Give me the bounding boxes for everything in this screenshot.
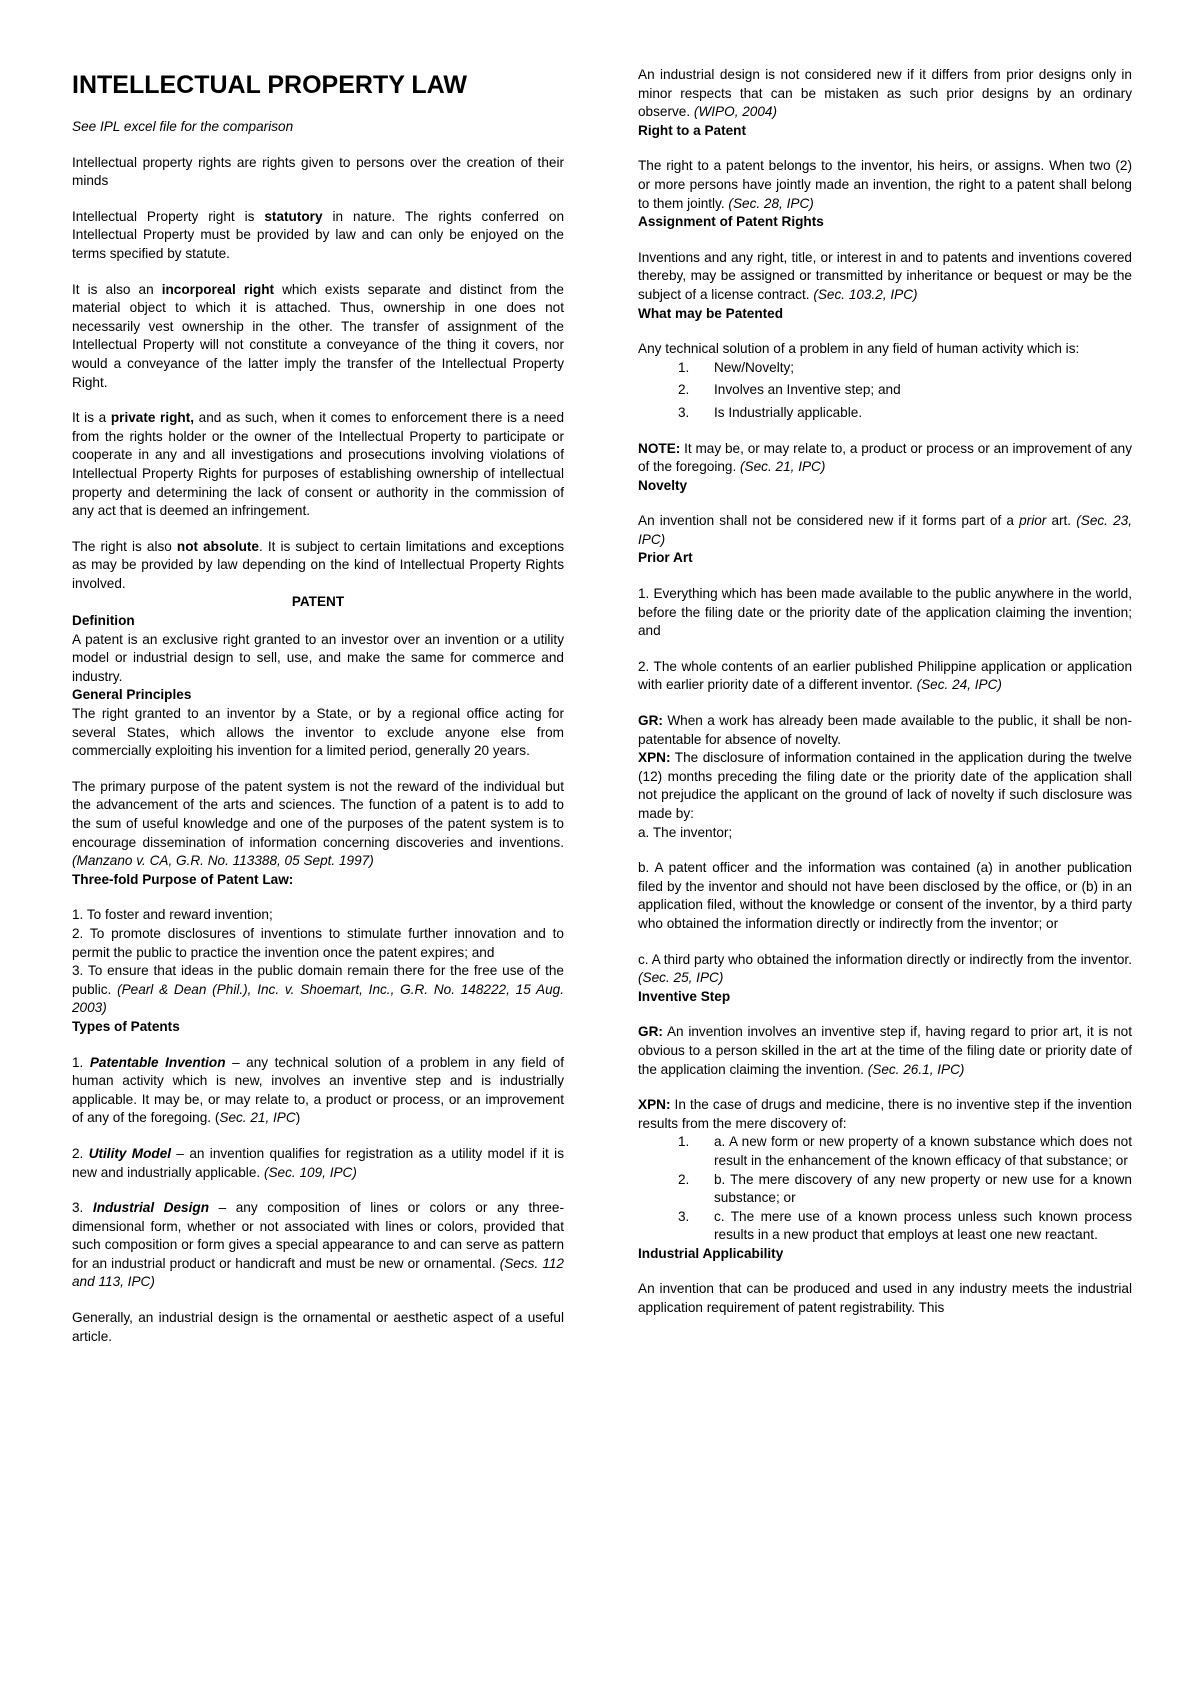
paragraph-incorporeal: It is also an incorporeal right which exists separate and distinct from the material object to which it is attached. Thus, ownership in one does not necessarily vest ownership in the other. The transfer of assignment of the Intellectual Property will not constitute a conveyance of the thing it covers, nor would a conveyance of the latter imply the transfer of the Intellectual Property Right. <box>72 281 564 390</box>
exception-item-b: b. A patent officer and the information was contained (a) in another publication filed by the inventor and should not have been disclosed by the office, or (b) in an application filed, without the knowledge or consent of the inventor, by a third party who obtained the information directly or indirectly from the inventor; or <box>638 860 1132 931</box>
paragraph-industrial-design-new: An industrial design is not considered new if it differs from prior designs only in minor respects that can be mistaken as such prior designs by an ordinary observe. (WIPO, 2004) <box>638 67 1132 120</box>
heading-prior-art: Prior Art <box>638 550 693 566</box>
type-utility-model: 2. Utility Model – an invention qualifies for registration as a utility model if it is new and industrially applicable. (Sec. 109, IPC) <box>72 1145 564 1180</box>
paragraph-note: NOTE: It may be, or may relate to, a product or process or an improvement of any of the foregoing. (Sec. 21, IPC) <box>638 440 1132 475</box>
paragraph-definition: A patent is an exclusive right granted to an investor over an invention or a utility model or industrial design to sell, use, and make the same for commerce and industry. <box>72 631 564 684</box>
paragraph-right-to-patent: The right to a patent belongs to the inventor, his heirs, or assigns. When two (2) or more persons have jointly made an invention, the right to a patent shall belong to them jointly. (Sec. 28, IPC) <box>638 158 1132 211</box>
paragraph-novelty-xpn: XPN: The disclosure of information contained in the application during the twelve (12) months preceding the filing date or the priority date of the application shall not prejudice the applicant on the ground of lack of novelty if such disclosure was made by: <box>638 750 1132 821</box>
purpose-item-2: 2. To promote disclosures of inventions to stimulate further innovation and to permit the public to practice the invention once the patent expires; and <box>72 925 564 960</box>
heading-assignment: Assignment of Patent Rights <box>638 214 824 230</box>
purpose-item-1: 1. To foster and reward invention; <box>72 907 273 923</box>
page-title: INTELLECTUAL PROPERTY LAW <box>72 71 467 99</box>
excel-note: See IPL excel file for the comparison <box>72 119 294 134</box>
heading-definition: Definition <box>72 613 135 629</box>
heading-inventive-step: Inventive Step <box>638 988 731 1004</box>
heading-types-of-patents: Types of Patents <box>72 1018 180 1034</box>
paragraph-novelty-gr: GR: When a work has already been made available to the public, it shall be non-patentable for absence of novelty. <box>638 713 1132 747</box>
paragraph-private-right: It is a private right, and as such, when it comes to enforcement there is a need from the rights holder or the owner of the Intellectual Property to participate or cooperate in any and all investigations and prosecutions involving violations of Intellectual Property Rights for purposes of establishing ownership of intellectual property and determining the lack of consent or authority in the commission of any act that is deemed an infringement. <box>72 410 565 519</box>
paragraph-inventive-step-xpn: XPN: In the case of drugs and medicine, there is no inventive step if the invention results from the mere discovery of: <box>638 1097 1132 1131</box>
paragraph-ipr-definition: Intellectual property rights are rights given to persons over the creation of their minds <box>72 154 564 189</box>
paragraph-industrial-applicability: An invention that can be produced and used in any industry meets the industrial application requirement of patent registrability. This <box>638 1281 1132 1316</box>
paragraph-inventive-step-gr: GR: An invention involves an inventive step if, having regard to prior art, it is not obvious to a person skilled in the art at the time of the filing date or priority date of the application claiming the invention. (Sec. 26.1, IPC) <box>638 1024 1132 1077</box>
paragraph-what-may-be-patented: Any technical solution of a problem in any field of human activity which is: <box>638 341 1080 357</box>
left-column <box>72 58 564 1346</box>
heading-what-may-be-patented: What may be Patented <box>638 305 784 321</box>
list-item: 3. c. The mere use of a known process unless such known process results in a new product that employs at least one new reactant. <box>678 1208 1132 1243</box>
exception-item-c: c. A third party who obtained the information directly or indirectly from the inventor. (Sec. 25, IPC) <box>638 951 1132 986</box>
heading-three-fold-purpose: Three-fold Purpose of Patent Law: <box>72 871 294 887</box>
list-item: 3. Is Industrially applicable. <box>678 404 863 420</box>
list-item: 2. b. The mere discovery of any new property or new use for a known substance; or <box>678 1171 1132 1206</box>
prior-art-item-2: 2. The whole contents of an earlier published Philippine application or application with earlier priority date of a different inventor. (Sec. 24, IPC) <box>638 658 1132 693</box>
paragraph-novelty: An invention shall not be considered new if it forms part of a prior art. (Sec. 23, IPC) <box>638 513 1132 547</box>
paragraph-assignment: Inventions and any right, title, or interest in and to patents and inventions covered thereby, may be assigned or transmitted by inheritance or bequest or may be the subject of a license contract. (Sec. 103.2, IPC) <box>638 249 1132 302</box>
section-heading-patent: PATENT <box>291 594 345 610</box>
list-item: 2. Involves an Inventive step; and <box>678 382 901 398</box>
prior-art-item-1: 1. Everything which has been made available to the public anywhere in the world, before the filing date or the priority date of the application claiming the invention; and <box>638 586 1132 639</box>
list-item: 1. New/Novelty; <box>678 359 795 375</box>
paragraph-industrial-design-general: Generally, an industrial design is the ornamental or aesthetic aspect of a useful article. <box>72 1310 564 1344</box>
heading-industrial-applicability: Industrial Applicability <box>638 1245 784 1261</box>
right-column <box>638 58 1132 1318</box>
heading-novelty: Novelty <box>638 477 688 493</box>
purpose-item-3: 3. To ensure that ideas in the public domain remain there for the free use of the public. (Pearl & Dean (Phil.), Inc. v. Shoemart, Inc., G.R. No. 148222, 15 Aug. 2003) <box>72 963 564 1016</box>
paragraph-general-principles: The right granted to an inventor by a State, or by a regional office acting for several States, which allows the inventor to exclude anyone else from commercially exploiting his invention for a limited period, generally 20 years. <box>72 706 564 759</box>
type-patentable-invention: 1. Patentable Invention – any technical solution of a problem in any field of human activity which is new, involves an inventive step and is industrially applicable. It may be, or may relate to, a product or process, or an improvement of any of the foregoing. (Sec. 21, IPC) <box>72 1054 564 1126</box>
patentable-requirements-list <box>638 359 1132 423</box>
paragraph-statutory: Intellectual Property right is statutory in nature. The rights conferred on Intellectual Property must be provided by law and can only be enjoyed on the terms specified by statute. <box>72 208 564 261</box>
inventive-step-exceptions-list <box>638 1133 1132 1245</box>
heading-right-to-patent: Right to a Patent <box>638 122 746 138</box>
heading-general-principles: General Principles <box>72 687 192 703</box>
paragraph-not-absolute: The right is also not absolute. It is subject to certain limitations and exceptions as may be provided by law depending on the kind of Intellectual Property Rights involved. <box>72 538 564 591</box>
paragraph-primary-purpose: The primary purpose of the patent system is not the reward of the individual but the advancement of the arts and sciences. The function of a patent is to add to the sum of useful knowledge and one of the purposes of the patent system is to encourage dissemination of information concerning discoveries and inventions. (Manzano v. CA, G.R. No. 113388, 05 Sept. 1997) <box>72 778 564 869</box>
list-item: 1. a. A new form or new property of a known substance which does not result in the enhancement of the known efficacy of that substance; or <box>678 1134 1132 1168</box>
type-industrial-design: 3. Industrial Design – any composition of lines or colors or any three-dimensional form, whether or not associated with lines or colors, provided that such composition or form gives a special appearance to and can serve as pattern for an industrial product or handicraft and must be new or ornamental. (Secs. 112 and 113, IPC) <box>72 1200 564 1290</box>
exception-item-a: a. The inventor; <box>638 824 733 840</box>
